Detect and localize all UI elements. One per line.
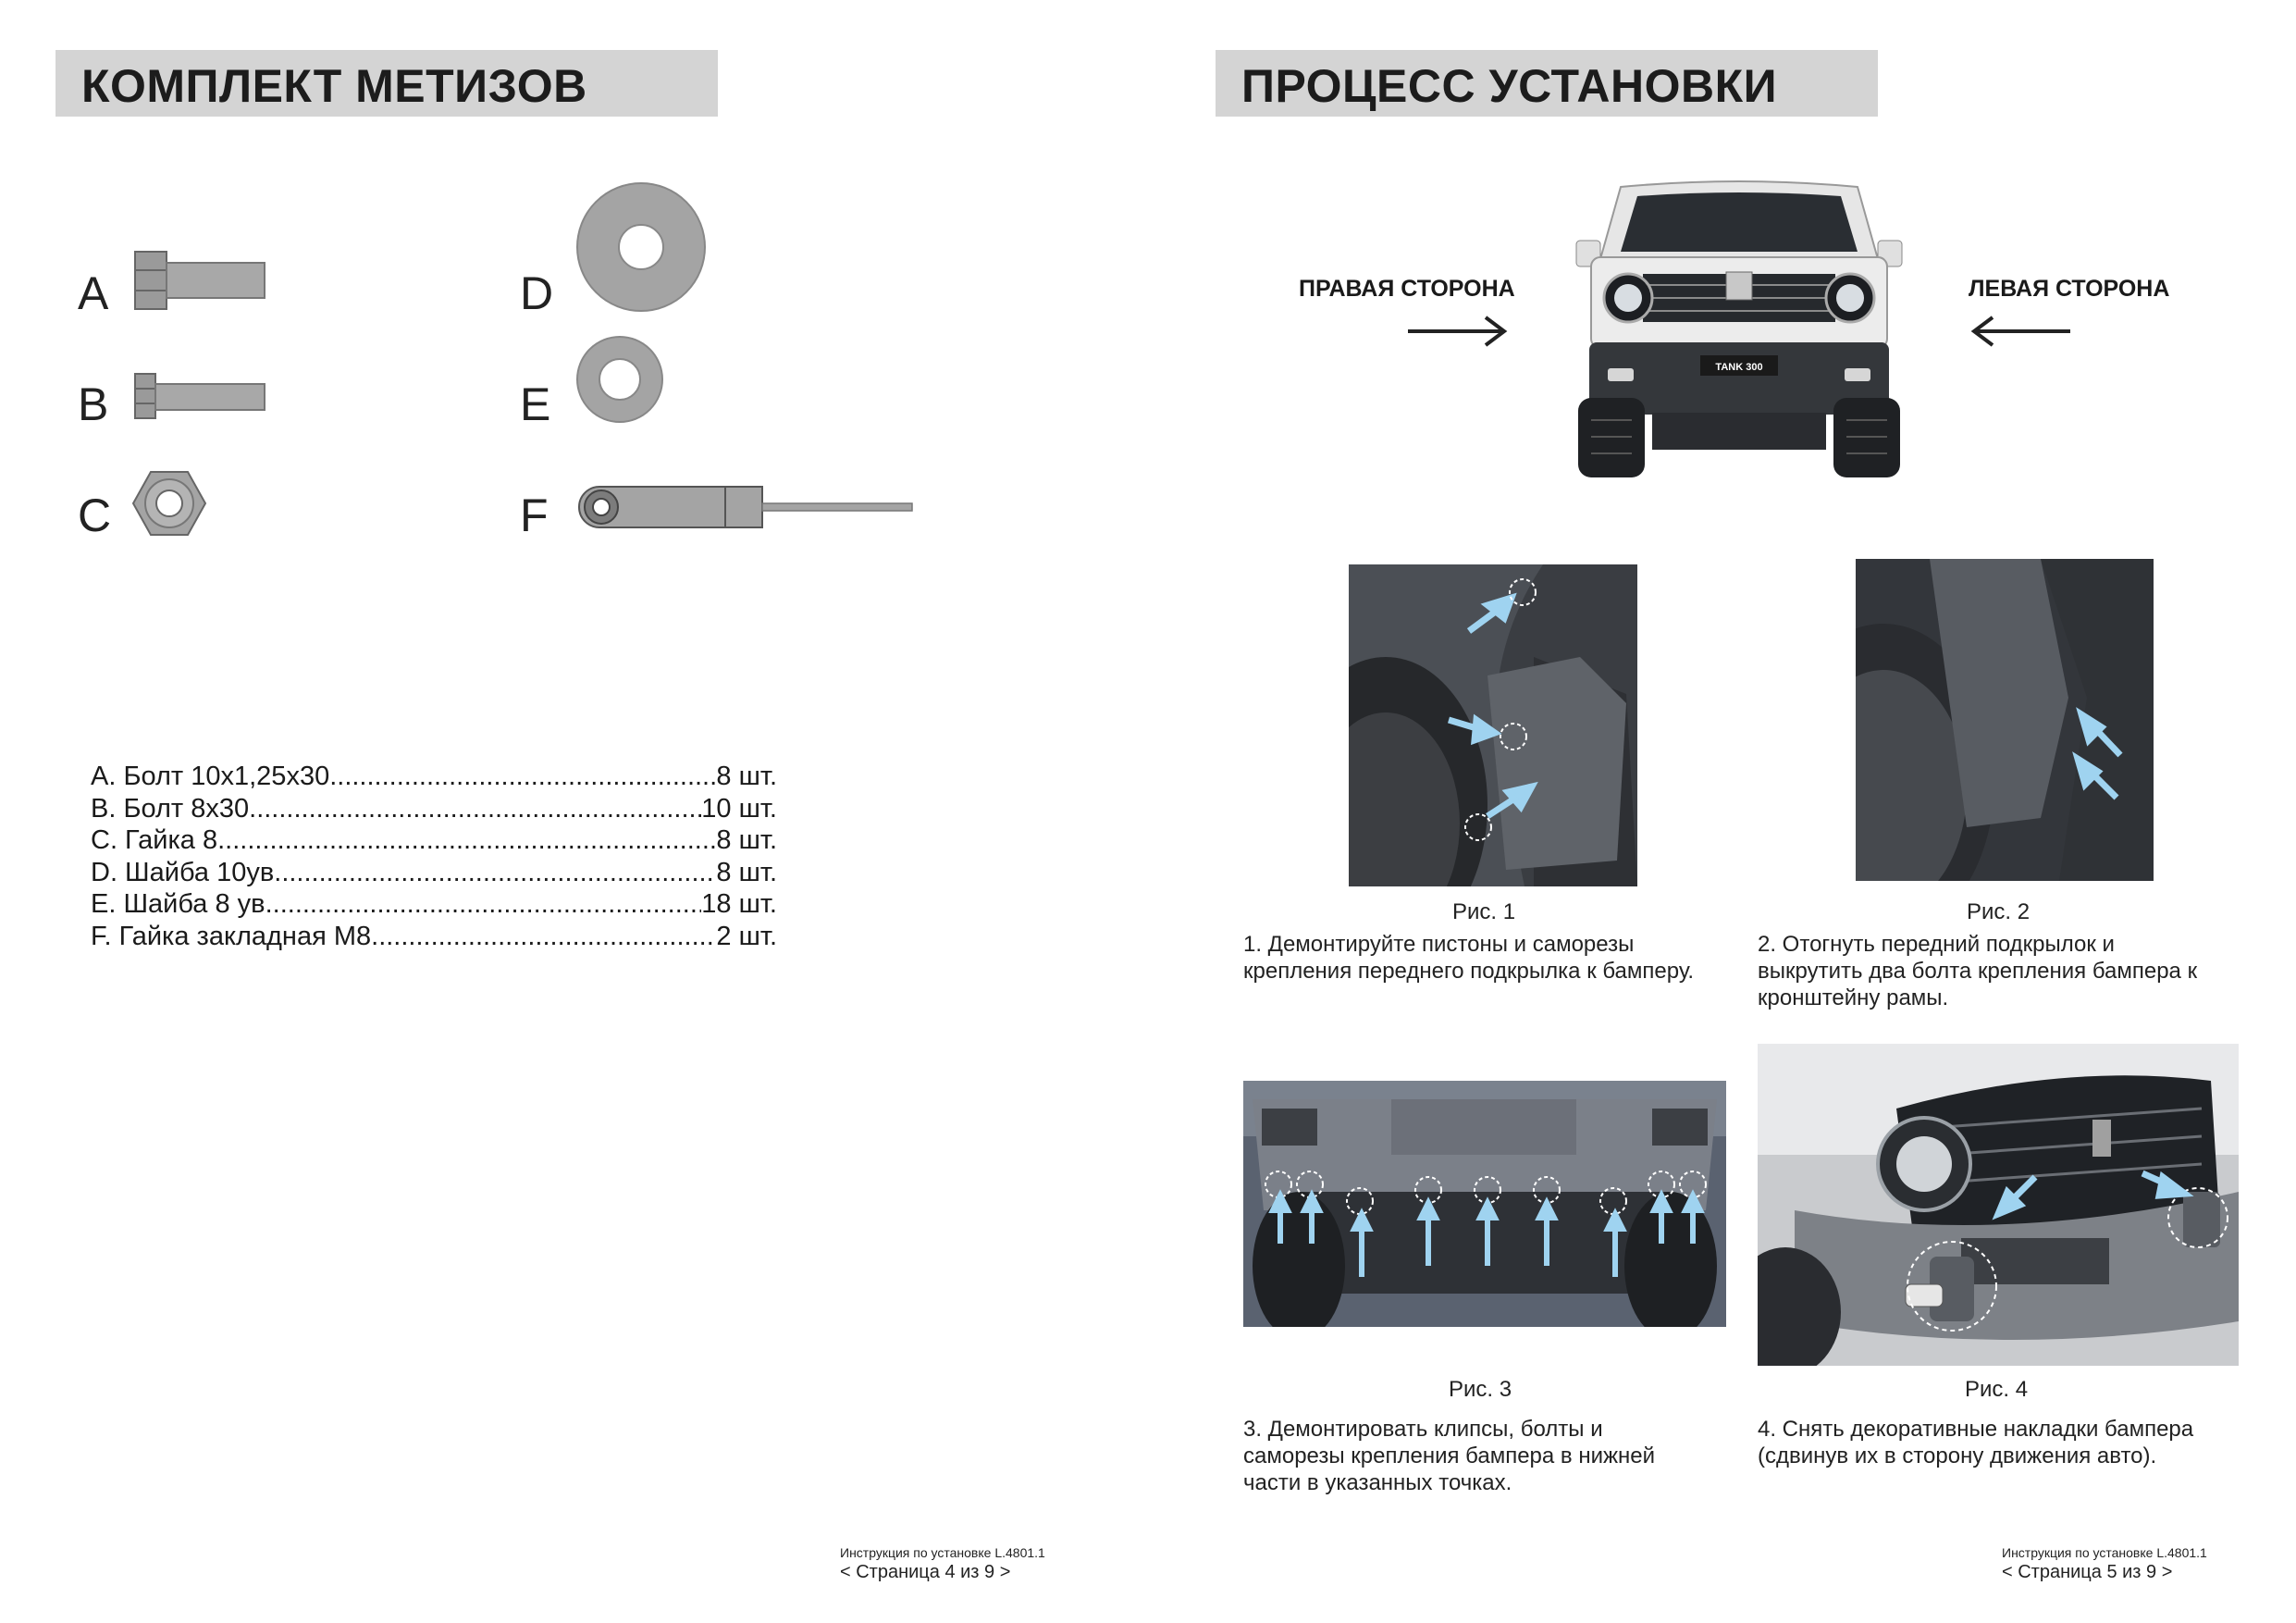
list-item: D. Шайба 10ув ..... 8 шт. (91, 857, 777, 889)
bolt-b-icon (131, 370, 270, 422)
list-item: C. Гайка 8 ..... 8 шт. (91, 824, 777, 857)
label-c: C (78, 489, 112, 541)
doc-number: Инструкция по установке L.4801.1 (840, 1545, 1045, 1560)
right-title-bar (1216, 50, 1878, 117)
figure-3-caption: Рис. 3 (1449, 1377, 1512, 1402)
washer-d-icon (574, 180, 709, 315)
right-footer (2002, 1545, 2207, 1583)
left-footer (840, 1545, 1045, 1583)
doc-number: Инструкция по установке L.4801.1 (2002, 1545, 2207, 1560)
figure-3-photo (1243, 1081, 1726, 1327)
figure-2-caption: Рис. 2 (1967, 899, 2031, 924)
nut-c-icon (131, 468, 207, 539)
car-front-image (1563, 176, 1915, 490)
step-2-text: 2. Отогнуть передний подкрылок и выкрутить два болта крепления бампера к кронштейну рамы. (1758, 932, 2198, 1010)
label-f: F (520, 489, 549, 541)
label-b: B (78, 378, 109, 430)
washer-e-icon (574, 333, 666, 426)
list-item: F. Гайка закладная М8 ..... 2 шт. (91, 921, 777, 953)
left-title-bar (56, 50, 718, 117)
left-page-title: КОМПЛЕКТ МЕТИЗОВ (81, 60, 587, 112)
arrow-right-icon (1406, 315, 1510, 348)
list-item: E. Шайба 8 ув ..... 18 шт. (91, 888, 777, 921)
figure-1-photo (1349, 564, 1637, 886)
figure-4-photo (1758, 1044, 2239, 1366)
embedded-nut-f-icon (577, 481, 916, 533)
page-number: < Страница 5 из 9 > (2002, 1562, 2173, 1582)
label-e: E (520, 378, 551, 430)
step-1-text: 1. Демонтируйте пистоны и саморезы крепления переднего подкрылка к бамперу. (1243, 932, 1695, 984)
step-4-text: 4. Снять декоративные накладки бампера (сдвинув их в сторону движения авто). (1758, 1417, 2194, 1468)
label-a: A (78, 267, 109, 319)
hardware-list (91, 761, 777, 952)
label-d: D (520, 267, 554, 319)
figure-1-caption: Рис. 1 (1452, 899, 1516, 924)
list-item: A. Болт 10х1,25х30 ..... 8 шт. (91, 761, 777, 793)
right-side-label: ПРАВАЯ СТОРОНА (1299, 276, 1515, 302)
page-number: < Страница 4 из 9 > (840, 1562, 1011, 1582)
figure-4-caption: Рис. 4 (1965, 1377, 2029, 1402)
arrow-left-icon (1969, 315, 2072, 348)
figure-2-photo (1856, 559, 2154, 881)
left-side-label: ЛЕВАЯ СТОРОНА (1969, 276, 2170, 302)
list-item: B. Болт 8х30 ..... 10 шт. (91, 793, 777, 825)
right-page-title: ПРОЦЕСС УСТАНОВКИ (1241, 60, 1778, 112)
car-badge: TANK 300 (1715, 362, 1763, 373)
step-3-text: 3. Демонтировать клипсы, болты и саморезы крепления бампера в нижней части в указанных точках. (1243, 1417, 1656, 1495)
bolt-a-icon (131, 248, 270, 313)
